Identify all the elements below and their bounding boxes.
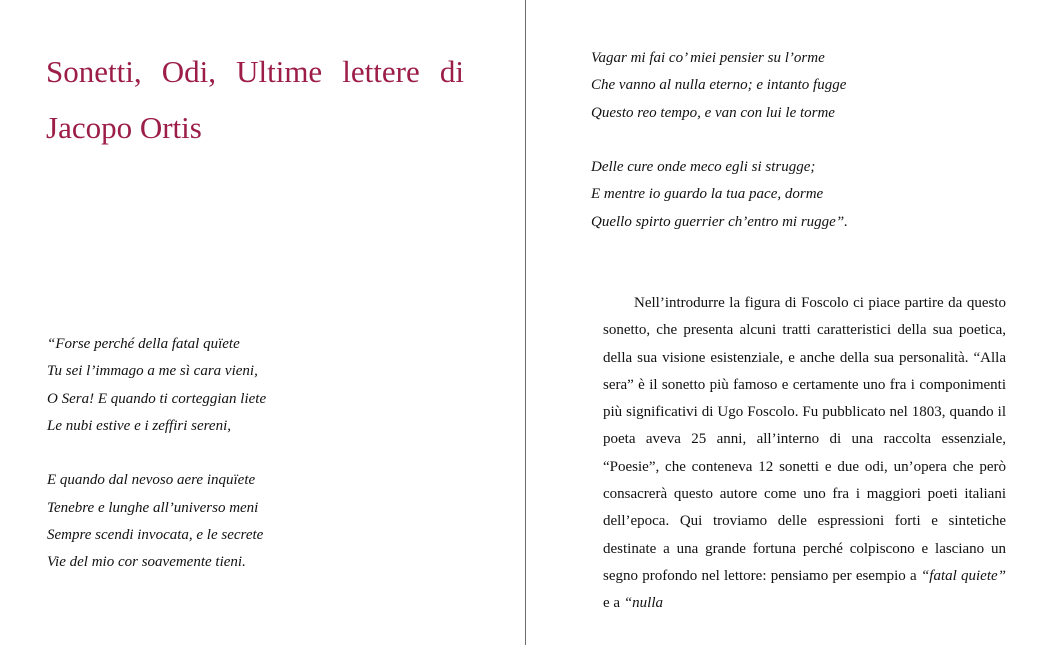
poem-stanza	[47, 467, 266, 576]
poem-excerpt-left	[47, 331, 266, 577]
poem-verse: Sempre scendi invocata, e le secrete	[47, 527, 264, 544]
poem-stanza	[47, 331, 266, 440]
poem-verse: Vagar mi fai co’ miei pensier su l’orme	[591, 50, 825, 66]
commentary-quote-fatal-quiete: “fatal quiete”	[920, 567, 1007, 584]
poem-stanza	[591, 154, 848, 236]
commentary-text: Nell’introdurre la figura di Foscolo ci piace partire da questo sonetto, che presenta alcuni tratti caratteristici della sua poetica, della sua visione esistenziale, e anche della sua personalità. “Alla sera” è il sonetto più famoso e certamente uno fra i componimenti più significativi di Ugo Foscolo. Fu pubblicato nel 1803, quando il poeta aveva 25 anni, all’interno di una raccolta essenziale, “Poesie”, che conteneva 12 sonetti e due odi, un’opera che però consacrerà questo autore come uno fra i maggiori poeti italiani dell’epoca. Qui troviamo delle espressioni forti e sintetiche destinate a una grande fortuna perché colpiscono e lasciano un segno profondo nel lettore: pensiamo per esempio a	[603, 295, 1006, 584]
poem-verse: E quando dal nevoso aere inquïete	[47, 472, 256, 489]
poem-excerpt-right	[591, 45, 848, 236]
poem-verse: “Forse perché della fatal quïete	[47, 336, 240, 352]
poem-verse: O Sera! E quando ti corteggian liete	[47, 390, 267, 407]
poem-verse: Questo reo tempo, e van con lui le torme	[591, 104, 835, 121]
poem-verse: Che vanno al nulla eterno; e intanto fugge	[591, 77, 847, 94]
book-spine	[525, 0, 526, 645]
poem-stanza	[591, 45, 848, 127]
poem-verse: Vie del mio cor soavemente tieni.	[47, 554, 246, 571]
poem-verse: E mentre io guardo la tua pace, dorme	[591, 186, 824, 203]
right-page	[527, 0, 1043, 645]
poem-verse: Quello spirto guerrier ch’entro mi rugge”.	[591, 213, 848, 230]
book-title: Sonetti, Odi, Ultime lettere di Jacopo Ortis	[46, 54, 464, 145]
poem-verse: Tenebre e lunghe all’universo meni	[47, 499, 259, 516]
commentary-quote-nulla: “nulla	[623, 595, 664, 612]
commentary-paragraph	[603, 290, 1006, 618]
poem-verse: Tu sei l’immago a me sì cara vieni,	[47, 363, 258, 380]
poem-verse: Le nubi estive e i zeffiri sereni,	[47, 417, 231, 434]
commentary-connector: e a	[603, 595, 621, 612]
poem-verse: Delle cure onde meco egli si strugge;	[591, 159, 816, 176]
